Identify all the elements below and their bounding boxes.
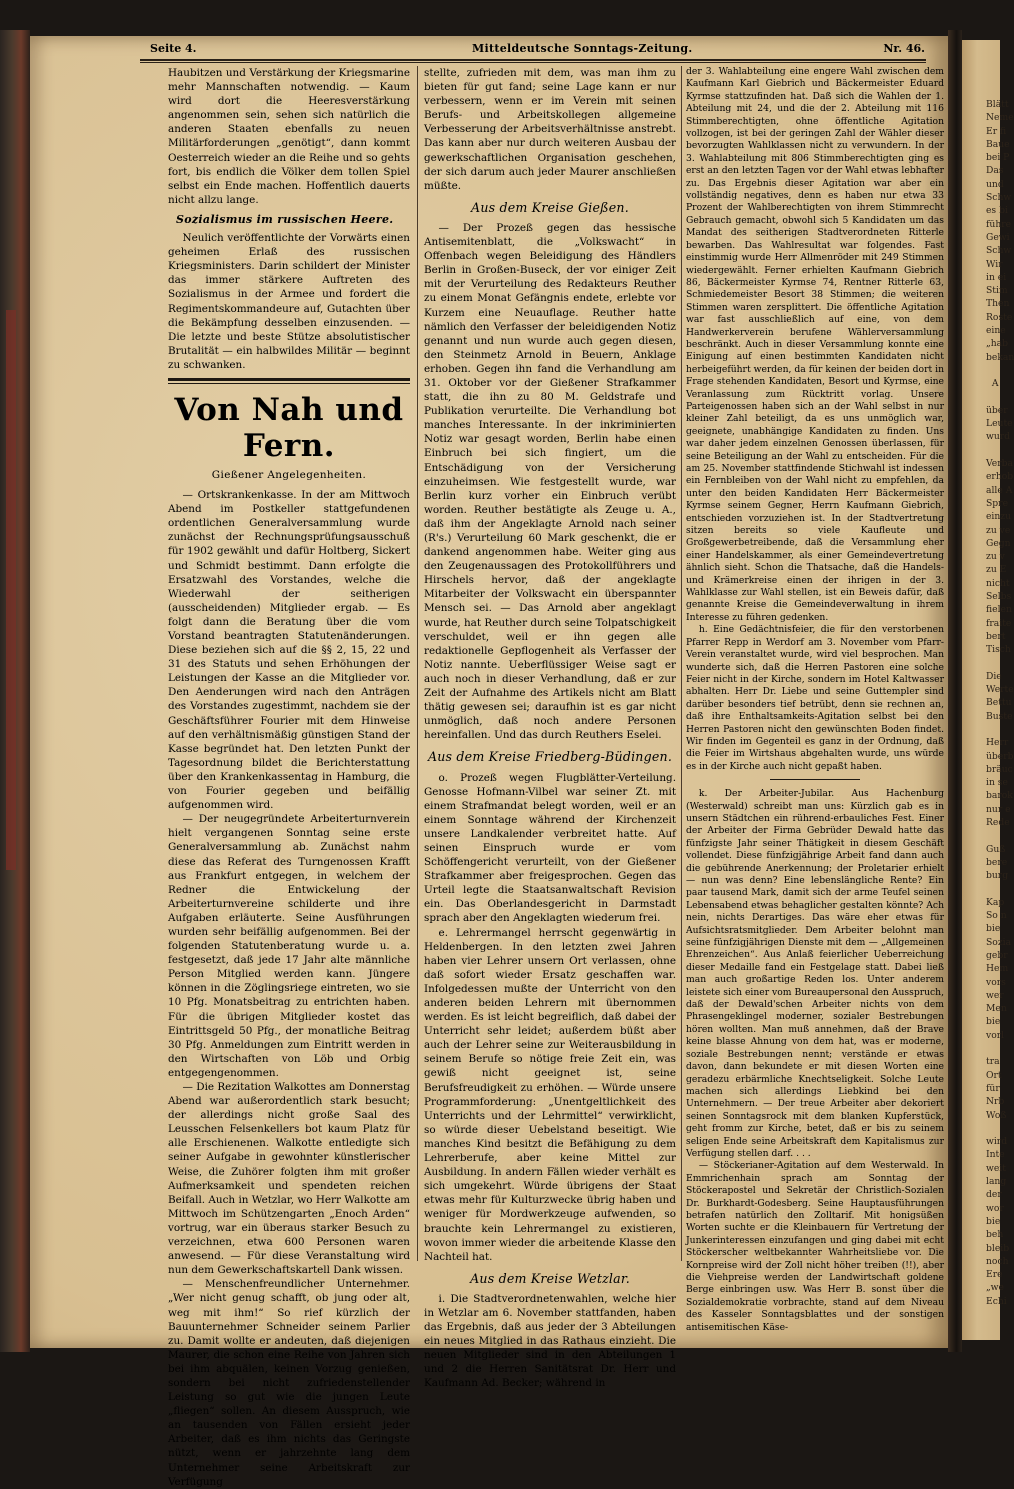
article-text: — Der Prozeß gegen das hessische Antisemitenblatt, die „Volkswacht“ in Offenbach wegen Beleidigung des Händlers Berlin in Großen-Buseck, der vor einiger Zeit mit der Verurteilung des Redakteurs Reuther zu einem Monat Gefängnis endete, erlebte vor Kurzem eine Neuauflage. Reuther hatte nämlich den Verfasser der beleidigenden Notiz genannt und nun wurde auch gegen diesen, den Steinmetz Arnold in Beuern, Anklage erhoben. Gegen ihn fand die Verhandlung am 31. Oktober vor der Gießener Strafkammer statt, die ihn zu 80 M. Geldstrafe und Publikation verurteilte. Die Verhandlung bot manches Interessante. In der inkriminierten Notiz war gesagt worden, Berlin habe einen Einbruch bei sich fingiert, um die Entschädigung von der Versicherung einzuheimsen. Wie festgestellt wurde, war Berlin kurz vorher ein Einbruch verübt worden. Reuther bestätigte als Zeuge u. A., daß ihm der Angeklagte Arnold nach seiner (R's.) Verurteilung 60 Mark geschenkt, die er dankend angenommen habe. Weiter ging aus den Zeugenaussagen des Protokollführers und Hirschels hervor, daß der angeklagte Mitarbeiter der Volkswacht ein überspannter Mensch sei. — Das Arnold aber angeklagt wurde, hat Reuther durch seine Tolpatschigkeit verschuldet, weil er ihn gegen alle redaktionelle Gepflogenheit als Verfasser der Notiz nannte. Ueberflüssiger Weise sagt er auch noch in dieser Verhandlung, daß er zur Zeit der Aufnahme des Artikels nicht am Blatt thätig gewesen sei; daraufhin ist es gar nicht unmöglich, daß noch andere Personen hereinfallen. Und das durch Reuthers Eselei.	[424, 221, 676, 742]
article-text: — Stöckerianer-Agitation auf dem Westerwald. In Emmrichenhain sprach am Sonntag der Stöckerapostel und Sekretär der Christlich-Sozialen Dr. Burkhardt-Godesberg. Seine Hauptausführungen betrafen natürlich den Zolltarif. Mit honigsüßen Worten suchte er die Kleinbauern für Vertretung der Junkerinteressen einzufangen und ging dabei mit echt Stöckerscher weltbekannter Wahrheitsliebe vor. Die Kornpreise wird der Zoll nicht höher treiben (!!), aber die Viehpreise werden der Landwirtschaft goldene Berge einbringen usw. Was Herr B. sonst über die Sozialdemokratie vorbrachte, stand auf dem Niveau des Kasseler Sonntagsblattes und der sonstigen antisemitischen Käse-	[686, 1160, 944, 1333]
section-rule-thin	[168, 383, 410, 384]
header-rule	[140, 59, 926, 61]
column-3	[686, 66, 944, 1333]
article-text: — Die Rezitation Walkottes am Donnerstag Abend war außerordentlich stark besucht; der allerdings nicht große Saal des Leusschen Felsenkellers bot kaum Platz für alle Erschienenen. Walkotte entledigte sich seiner Aufgabe in gewohnter künstlerischer Weise, die Zuhörer folgten ihm mit großer Aufmerksamkeit und spendeten reichen Beifall. Auch in Wetzlar, wo Herr Walkotte am Mittwoch im Schützengarten „Enoch Arden“ vortrug, war ein überaus starker Besuch zu verzeichnen, etwa 600 Personen waren anwesend. — Für diese Veranstaltung wird nun dem Gewerkschaftskartell Dank wissen.	[168, 1081, 411, 1277]
region-heading: Aus dem Kreise Wetzlar.	[470, 1270, 630, 1286]
article-text: — Menschenfreundlicher Unternehmer. „Wer nicht genug schafft, ob jung oder alt, weg mit ihm!“ So rief kürzlich der Bauunternehmer Schneider seinem Parlier zu. Damit wollte er andeuten, daß diejenigen Maurer, die schon eine Reihe von Jahren sich bei ihm abquälen, keinen Vorzug genießen, sondern bei nicht zufriedenstellender Leistung so gut wie die jungen Leute „fliegen“ sollen. An diesem Ausspruch, wie an tausenden von Fällen ersieht jeder Arbeiter, daß es ihm nichts das Geringste nützt, wenn er jahrzehnte lang dem Unternehmer seine Arbeitskraft zur Verfügung	[168, 1278, 410, 1488]
page-number: Seite 4.	[150, 42, 197, 55]
article-divider	[770, 779, 860, 780]
region-heading: Aus dem Kreise Friedberg-Büdingen.	[427, 749, 673, 765]
column-separator	[417, 66, 418, 1261]
article-text: — Der neugegründete Arbeiterturnverein hielt vergangenen Sonntag seine erste Generalversammlung ab. Zunächst nahm diese das Referat des Turngenossen Krafft aus Frankfurt entgegen, in welchem der Redner die Entwickelung der Arbeiterturnvereine schilderte und ihre Aufgaben erläuterte. Seine Ausführungen wurden sehr beifällig aufgenommen. Bei der folgenden Statutenberatung wurde u. a. festgesetzt, daß jede 17 Jahr alte männliche Person Mitglied werden kann. Jüngere können in die Zöglingsriege eintreten, wo sie 10 Pfg. Monatsbeitrag zu entrichten haben. Für die übrigen Mitglieder kostet das Eintrittsgeld 50 Pfg., der monatliche Beitrag 30 Pfg. Anmeldungen zum Eintritt werden in den Wirtschaften von Löb und Orbig entgegengenommen.	[168, 813, 410, 1079]
section-rule	[168, 378, 410, 381]
article-text: h. Eine Gedächtnisfeier, die für den verstorbenen Pfarrer Repp in Werdorf am 3. November vom Pfarr-Verein veranstaltet wurde, wird viel besprochen. Man wunderte sich, daß die Herren Pastoren eine solche Feier nicht in der Kirche, sondern im Hotel Kaltwasser abhalten. Herr Dr. Liebe und seine Guttempler sind darüber besonders tief betrübt, denn sie rechnen an, daß ihre Enthaltsamkeits-Agitation selbst bei den Herren Pastoren nicht den gewünschten Boden findet. Wir finden im Gegenteil es ganz in der Ordnung, daß die Feier im Wirtshaus abgehalten wurde, uns würde es in der Kirche auch nicht gepaßt haben.	[686, 624, 944, 772]
header-rule-thin	[140, 62, 926, 63]
article-text: o. Prozeß wegen Flugblätter-Verteilung. Genosse Hofmann-Vilbel war seiner Zt. mit einem Strafmandat belegt worden, weil er an einem Sonntage während der Kirchenzeit unsere Landkalender verbreitet hatte. Auf seinen Einspruch wurde er vom Schöffengericht verurteilt, von der Gießener Strafkammer aber freigesprochen. Gegen das Urteil legte die Staatsanwaltschaft Revision ein. Das Oberlandesgericht in Darmstadt sprach aber den Angeklagten wiederum frei.	[424, 771, 676, 925]
article-text: Neulich veröffentlichte der Vorwärts einen geheimen Erlaß des russischen Kriegsministers. Darin schildert der Minister das immer stärkere Auftreten des Sozialismus in der Armee und fordert die Regimentskommandeure auf, Gutachten über die Bekämpfung desselben einzusenden. — Die letzte und beste Stütze absolutistischer Brutalität — ein halbwildes Militär — beginnt zu schwanken.	[168, 232, 410, 371]
column-2	[424, 66, 676, 1390]
article-text: k. Der Arbeiter-Jubilar. Aus Hachenburg (Westerwald) schreibt man uns: Kürzlich gab es in unsern Städtchen ein rührend-erbauliches Fest. Einer der Arbeiter der Firma Gebrüder Dewald hatte das fünfzigste Jahr seiner Thätigkeit in diesem Geschäft vollendet. Diese fünfzigjährige Arbeit fand dann auch die gebührende Anerkennung; der Proletarier erhielt — nun was denn? Eine lebenslängliche Rente? Ein paar tausend Mark, damit sich der arme Teufel seinen Lebensabend etwas behaglicher gestalten könnte? Ach nein, nichts Derartiges. Das wäre eher etwas für Aufsichtsratsmitglieder. Dem Arbeiter belohnt man seine fünfzigjährigen Dienste mit dem — „Allgemeinen Ehrenzeichen“. Aus Anlaß feierlicher Ueberreichung dieser Medaille fand ein Festgelage statt. Dabei ließ man auch großartige Reden los. Unter anderem leistete sich einer vom Bureaupersonal den Ausspruch, daß der Dewald'schen Arbeiter nichts von dem Phrasengeklingel moderner, sozialer Bestrebungen hören wollten. Man muß annehmen, daß der Brave keine blasse Ahnung von dem hat, was er moderne, soziale Bestrebungen nennt; verstände er etwas davon, dann bekundete er mit diesen Worten eine geradezu erbärmliche Knechtseligkeit. Solche Leute machen sich allerdings Liebkind bei den Unternehmern. — Der treue Arbeiter aber dekoriert seinen Sonntagsrock mit dem blanken Kupferstück, geht fromm zur Kirche, betet, daß er bis zu seinem seligen Ende seine Arbeitskraft dem Kapitalismus zur Verfügung stellen darf. . . .	[686, 788, 944, 1159]
article-text: Haubitzen und Verstärkung der Kriegsmarine mehr Mannschaften notwendig. — Kaum wird dort die Heeresverstärkung angenommen sein, sehen sich natürlich die anderen Staaten ebenfalls zu neuen Militärforderungen „genötigt“, dann kommt Oesterreich wieder an die Reihe und so gehts fort, bis endlich die Völker dem tollen Spiel selbst ein Ende machen. Hoffentlich dauerts nicht allzu lange.	[168, 67, 410, 206]
section-heading: Von Nah und Fern.	[174, 391, 404, 464]
region-heading: Aus dem Kreise Gießen.	[471, 199, 629, 215]
adjacent-page-edge	[962, 40, 1014, 1340]
article-subheading: Sozialismus im russischen Heere.	[176, 212, 394, 226]
book-binding-left	[0, 30, 30, 1352]
newspaper-title: Mitteldeutsche Sonntags-Zeitung.	[472, 42, 693, 55]
section-subheading: Gießener Angelegenheiten.	[211, 468, 367, 481]
issue-number: Nr. 46.	[883, 42, 925, 55]
article-text: i. Die Stadtverordnetenwahlen, welche hier in Wetzlar am 6. November stattfanden, haben das Ergebnis, daß aus jeder der 3 Abteilungen ein neues Mitglied in das Rathaus einzieht. Die neuen Mitglieder sind in den Abteilungen 1 und 2 die Herren Sanitätsrat Dr. Herr und Kaufmann Ad. Becker; während in	[424, 1292, 676, 1390]
column-1	[168, 66, 411, 1488]
column-separator	[681, 66, 682, 1261]
page-header	[150, 40, 925, 58]
book-gutter	[948, 30, 962, 1352]
article-text: der 3. Wahlabteilung eine engere Wahl zwischen dem Kaufmann Karl Giebrich und Bäckermeister Eduard Kyrmse stattzufinden hat. Daß sich die Wahlen der 1. Abteilung mit 24, und die der 2. Abteilung mit 116 Stimmberechtigten, ohne öffentliche Agitation vollzogen, ist bei der geringen Zahl der Wähler dieser bevorzugten Wahlklassen nicht zu verwundern. In der 3. Wahlabteilung mit 806 Stimmberechtigten ging es erst an den letzten Tagen vor der Wahl etwas lebhafter zu. Das Ergebnis dieser Agitation war aber ein vollständig negatives, denn es haben nur etwa 33 Prozent der Wahlberechtigten von ihrem Stimmrecht Gebrauch gemacht, obwohl sich 5 Kandidaten um das Mandat des seitherigen Stadtverordneten Ritterle bewarben. Das Wahlresultat war folgendes. Fast einstimmig wurde Herr Allmenröder mit 249 Stimmen wiedergewählt. Ferner erhielten Kaufmann Giebrich 86, Bäckermeister Kyrmse 74, Rentner Ritterle 63, Schmiedemeister Besort 38 Stimmen; die weiteren Stimmen waren zersplittert. Die öffentliche Agitation war fast ausschließlich auf eine, von dem Handwerkerverein berufene Wählerversammlung beschränkt. Auch in dieser Versammlung konnte eine Einigung auf einen bestimmten Kandidaten nicht herbeigeführt werden, da für keinen der beiden dort in Frage stehenden Kandidaten, Besort und Kyrmse, eine Veranlassung zum Rücktritt vorlag. Unsere Parteigenossen haben sich an der Wahl selbst in nur kleiner Zahl beteiligt, da es uns unmöglich war, geeignete, unabhängige Kandidaten zu finden. Uns war daher jedem einzelnen Genossen überlassen, für seine Beteiligung an der Wahl zu entscheiden. Für die am 25. November stattfindende Stichwahl ist indessen ein Fernbleiben von der Wahl nicht zu empfehlen, da unter den beiden Kandidaten Herr Bäckermeister Kyrmse seinem Gegner, Herrn Kaufmann Giebrich, entschieden vorzuziehen ist. In der Stadtvertretung sitzen bereits so viele Kaufleute und Großgewerbetreibende, daß die Versammlung eher einer Handelskammer, als einer Gemeindevertretung ähnlich sieht. Schon die Thatsache, daß die Handels- und Krämerkreise einen der ihrigen in der 3. Wahlklasse zur Wahl stellen, ist ein Beweis dafür, daß genannte Kreise die Gemeindeverwaltung in ihrem Interesse zu führen gedenken.	[686, 66, 944, 623]
article-text: stellte, zufrieden mit dem, was man ihm zu bieten für gut fand; seine Lage kann er nur verbessern, wenn er im Verein mit seinen Berufs- und Arbeitskollegen allgemeine Verbesserung der Arbeitsverhältnisse anstrebt. Das kann aber nur durch weiteren Ausbau der gewerkschaftlichen Organisation geschehen, der sich darum auch jeder Maurer anschließen müßte.	[424, 67, 676, 192]
article-text: — Ortskrankenkasse. In der am Mittwoch Abend im Postkeller stattgefundenen ordentlichen Generalversammlung wurde zunächst der Rechnungsprüfungsausschuß für 1902 gewählt und dafür Holtberg, Sickert und Schmidt bestimmt. Dann erfolgte die Ersatzwahl des Vorstandes, welche die Wiederwahl der seitherigen (ausscheidenden) Mitglieder ergab. — Es folgt dann die Beratung über die vom Vorstand beantragten Statutenänderungen. Diese beziehen sich auf die §§ 2, 15, 22 und 31 des Statuts und sehen Erhöhungen der Leistungen der Kasse an die Mitglieder vor. Den Aenderungen wird nach den Anträgen des Vorstandes zugestimmt, nachdem sie der Geschäftsführer Fourier mit dem Hinweise auf den verhältnismäßig günstigen Stand der Kasse begründet hat. Den letzten Punkt der Tagesordnung bildet die Berichterstattung über den Krankenkassentag in Hamburg, die von Fourier gegeben und beifällig aufgenommen wird.	[168, 489, 410, 812]
article-text: e. Lehrermangel herrscht gegenwärtig in Heldenbergen. In den letzten zwei Jahren haben vier Lehrer unsern Ort verlassen, ohne daß sofort wieder Ersatz geschaffen war. Infolgedessen mußte der Unterricht von den anderen beiden Lehrern mit übernommen werden. Es ist leicht begreiflich, daß dabei der Unterricht sehr leidet; außerdem büßt aber auch der Lehrer seine zur Weiterausbildung in seinem Berufe so nötige freie Zeit ein, was gewiß nicht geeignet ist, seine Berufsfreudigkeit zu erhöhen. — Würde unsere Programmforderung: „Unentgeltlichkeit des Unterrichts und der Lehrmittel“ verwirklicht, so würde dieser Uebelstand beseitigt. Wie manches Kind besitzt die Befähigung zu dem Lehrerberufe, aber keine Mittel zur Ausbildung. In andern Fällen wieder verhält es sich umgekehrt. Würde übrigens der Staat etwas mehr für Kulturzwecke übrig haben und weniger für Mordwerkzeuge aufwenden, so brauchte kein Lehrermangel zu existieren, wovon immer wieder die arbeitende Klasse den Nachteil hat.	[424, 926, 676, 1263]
adjacent-page-text-fragment: Blätt Neme Er fi Baue bei P Das und Schw es bi führe Gewi Schw Wir in ei Stim Then Roste eine „hab bekan A über Leute wurd Verba erhob alle A Spre einzu zu ve Gegn zu v zu E nicht Selbs fielen fraite bert Tisch Die Werte Bettu Buste Herr überb bräuc in se barok nur e Rede Guß bere burg Kap So n bie Sozia gebr Hem vors wer Men bie vorl tra Ort für Nrb Woß wird Inte weit lang der wor bie beh bleib noch Ere „we Echi	[986, 99, 1014, 1307]
